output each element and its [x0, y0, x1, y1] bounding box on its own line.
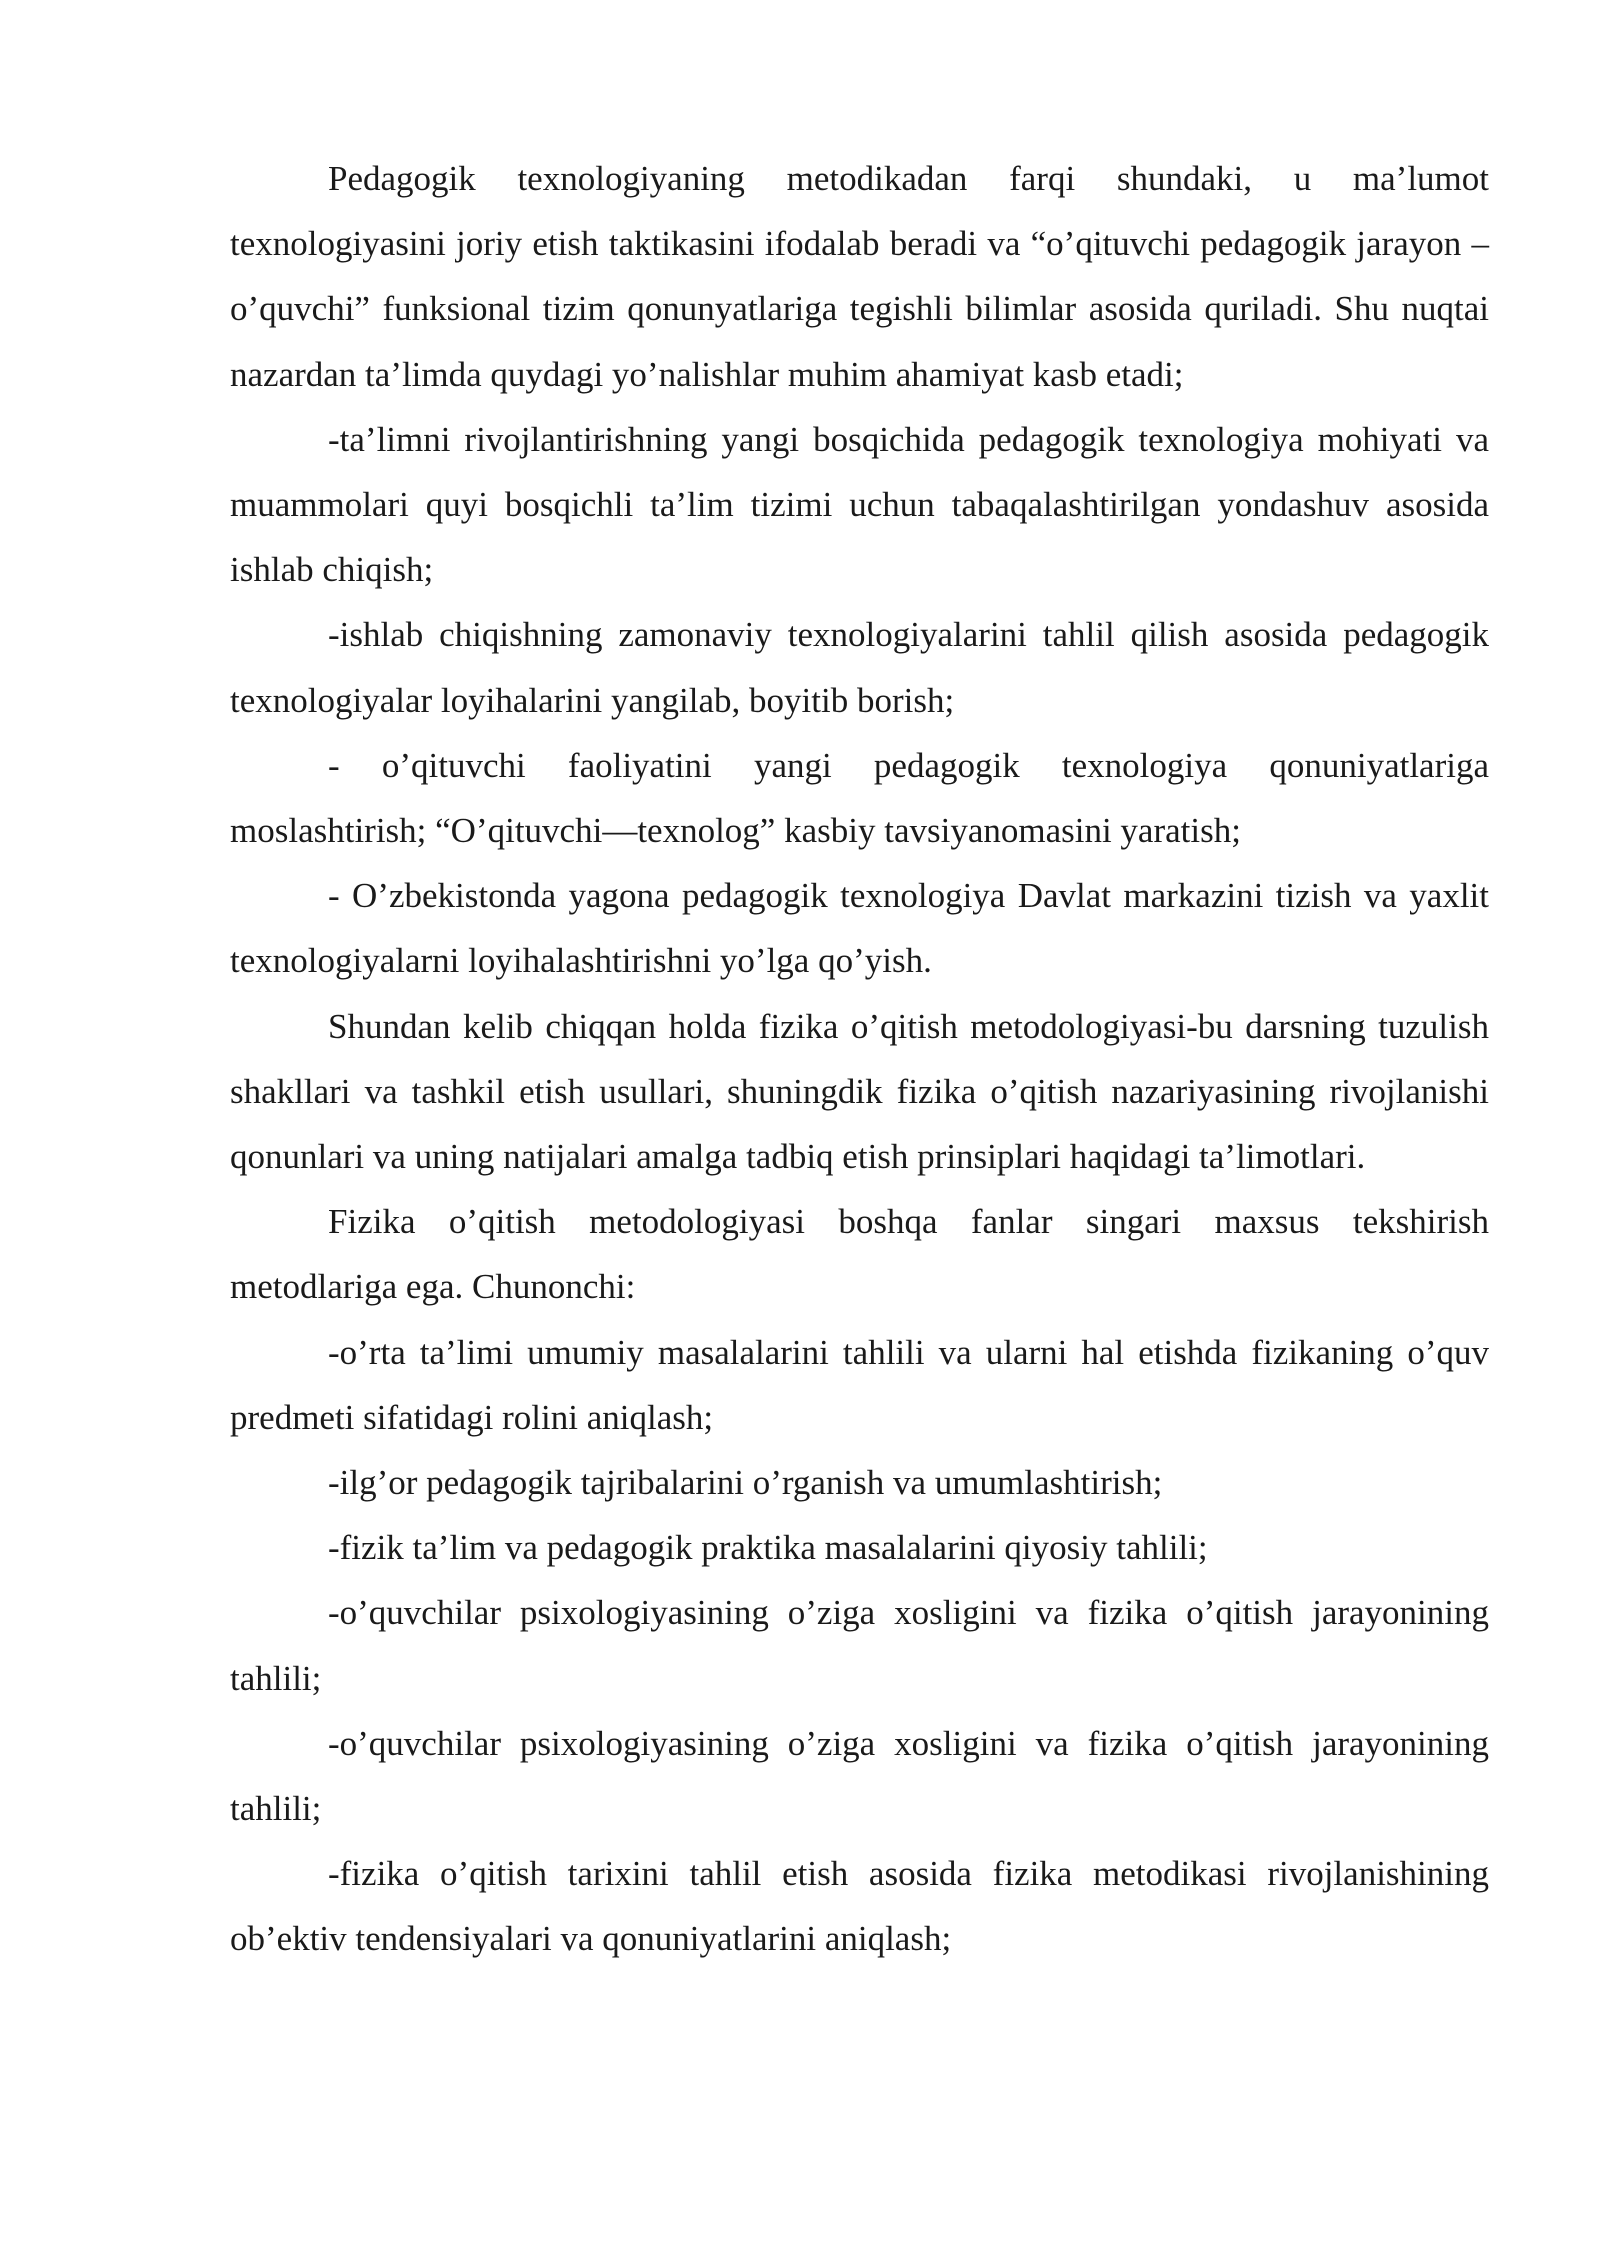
list-item-student-psychology-repeat: -o’quvchilar psixologiyasining o’ziga xosligini va fizika o’qitish jarayonining tahlili; — [230, 1723, 1489, 1829]
document-page — [230, 146, 1489, 1972]
list-item-production-technologies: -ishlab chiqishning zamonaviy texnologiyalarini tahlil qilish asosida pedagogik texnologiyalar loyihalarini yangilab, boyitib borish; — [230, 615, 1489, 720]
list-item-uzbekistan-center: - O’zbekistonda yagona pedagogik texnologiya Davlat markazini tizish va yaxlit texnologiyalarni loyihalashtirishni yo’lga qo’yish. — [230, 876, 1489, 981]
list-item-secondary-education: -o’rta ta’limi umumiy masalalarini tahlili va ularni hal etishda fizikaning o’quv predmeti sifatidagi rolini aniqlash; — [230, 1332, 1489, 1437]
list-item-physics-history: -fizika o’qitish tarixini tahlil etish asosida fizika metodikasi rivojlanishining ob’ektiv tendensiyalari va qonuniyatlarini aniqlash; — [230, 1854, 1489, 1959]
list-item-advanced-experience: -ilg’or pedagogik tajribalarini o’rganish va umumlashtirish; — [328, 1463, 1163, 1503]
paragraph-pedagogical-technology-intro: Pedagogik texnologiyaning metodikadan farqi shundaki, u ma’lumot texnologiyasini joriy etish taktikasini ifodalab beradi va “o’qituvchi pedagogik jarayon – o’quvchi” funksional tizim qonunyatlariga tegishli bilimlar asosida quriladi. Shu nuqtai nazardan ta’limda quydagi yo’nalishlar muhim ahamiyat kasb etadi; — [230, 159, 1489, 394]
paragraph-physics-methodology: Shundan kelib chiqqan holda fizika o’qitish metodologiyasi-bu darsning tuzulish shakllari va tashkil etish usullari, shuningdik fizika o’qitish nazariyasining rivojlanishi qonunlari va uning natijalari amalga tadbiq etish prinsiplari haqidagi ta’limotlari. — [230, 1006, 1489, 1177]
list-item-student-psychology: -o’quvchilar psixologiyasining o’ziga xosligini va fizika o’qitish jarayonining tahlili; — [230, 1593, 1489, 1698]
list-item-education-development: -ta’limni rivojlantirishning yangi bosqichida pedagogik texnologiya mohiyati va muammolari quyi bosqichli ta’lim tizimi uchun tabaqalashtirilgan yondashuv asosida ishlab chiqish; — [230, 419, 1489, 590]
list-item-comparative-analysis: -fizik ta’lim va pedagogik praktika masalalarini qiyosiy tahlili; — [328, 1528, 1208, 1568]
paragraph-research-methods: Fizika o’qitish metodologiyasi boshqa fanlar singari maxsus tekshirish metodlariga ega. Chunonchi: — [230, 1202, 1489, 1307]
list-item-teacher-activity: - o’qituvchi faoliyatini yangi pedagogik texnologiya qonuniyatlariga moslashtirish; “O’qituvchi—texnolog” kasbiy tavsiyanomasini yaratish; — [230, 745, 1489, 851]
